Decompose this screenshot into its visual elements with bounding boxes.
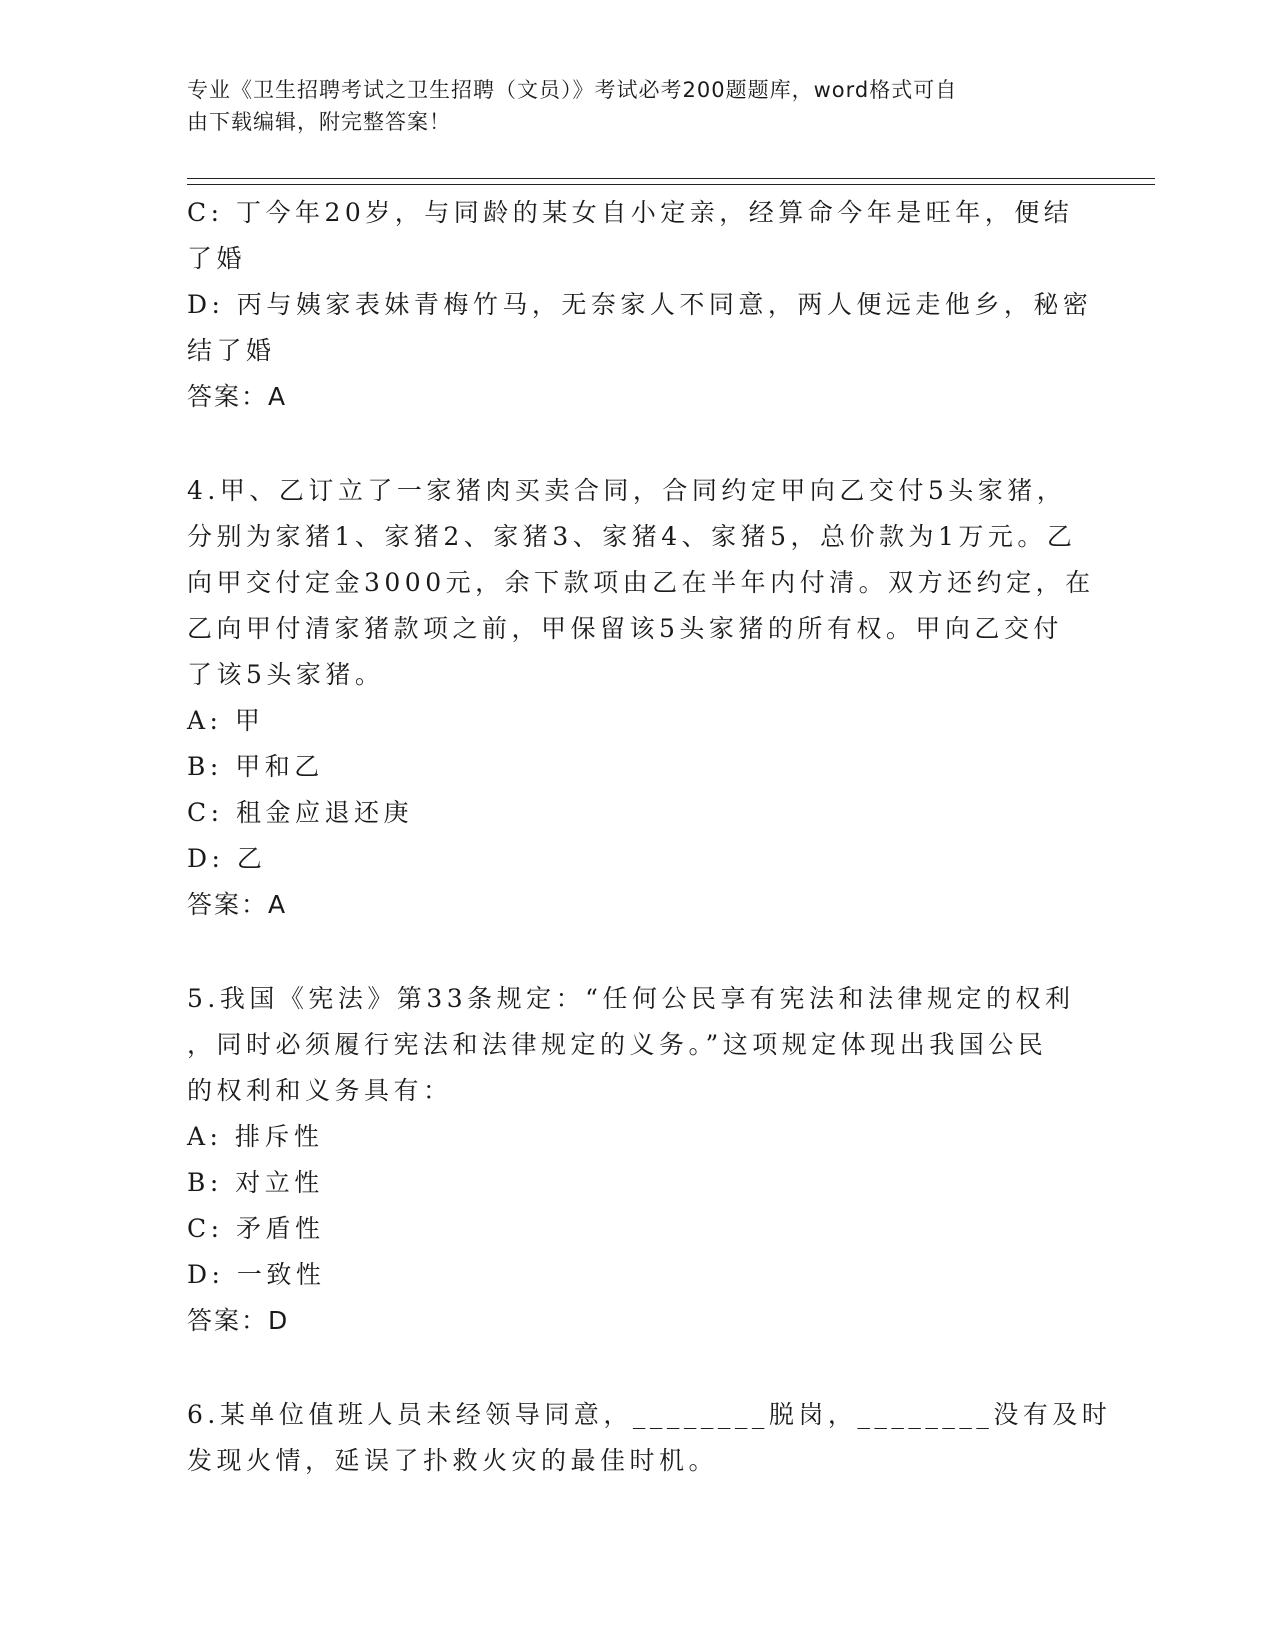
question-stem-line: 了该5头家猪。: [187, 660, 385, 689]
option-c: C: 矛盾性: [187, 1214, 325, 1243]
spacer: [187, 420, 1087, 468]
question-stem-line: 分别为家猪1、家猪2、家猪3、家猪4、家猪5，总价款为1万元。乙: [187, 522, 1077, 551]
option-d-line-1: D: 丙与姨家表妹青梅竹马，无奈家人不同意，两人便远走他乡，秘密: [187, 290, 1093, 319]
spacer: [187, 1344, 1087, 1392]
question-3-tail: [187, 190, 1093, 420]
option-a: A: 排斥性: [187, 1122, 324, 1151]
question-stem-line: 发现火情，延误了扑救火灾的最佳时机。: [187, 1446, 719, 1475]
answer-line: 答案：D: [187, 1306, 290, 1335]
option-c-line-1: C: 丁今年20岁，与同龄的某女自小定亲，经算命今年是旺年，便结: [187, 198, 1074, 227]
option-b: B: 对立性: [187, 1168, 324, 1197]
question-stem-line: 5.我国《宪法》第33条规定：“任何公民享有宪法和法律规定的权利: [187, 984, 1075, 1013]
question-stem-line: 6.某单位值班人员未经领导同意，________脱岗，________没有及时: [187, 1400, 1112, 1429]
header-line-2: 由下载编辑，附完整答案！: [187, 110, 451, 134]
option-c-line-2: 了婚: [187, 244, 247, 273]
header-line-1: 专业《卫生招聘考试之卫生招聘（文员）》考试必考200题题库，word格式可自: [187, 78, 958, 102]
option-d-line-2: 结了婚: [187, 336, 276, 365]
question-stem-line: ，同时必须履行宪法和法律规定的义务。”这项规定体现出我国公民: [187, 1030, 1048, 1059]
spacer: [187, 928, 1087, 976]
question-stem-line: 乙向甲付清家猪款项之前，甲保留该5头家猪的所有权。甲向乙交付: [187, 614, 1063, 643]
answer-line: 答案：A: [187, 382, 288, 411]
header-divider-top: [187, 178, 1155, 179]
header-divider-bottom: [187, 184, 1155, 185]
question-stem-line: 的权利和义务具有：: [187, 1076, 453, 1105]
question-6: [187, 1392, 1112, 1484]
question-stem-line: 向甲交付定金3000元，余下款项由乙在半年内付清。双方还约定，在: [187, 568, 1095, 597]
option-a: A: 甲: [187, 706, 265, 735]
question-body: [187, 190, 1112, 1484]
option-c: C: 租金应退还庚: [187, 798, 413, 827]
option-d: D: 乙: [187, 844, 267, 873]
question-5: [187, 976, 1087, 1344]
question-stem-line: 4.甲、乙订立了一家猪肉买卖合同，合同约定甲向乙交付5头家猪，: [187, 476, 1067, 505]
option-b: B: 甲和乙: [187, 752, 324, 781]
question-4: [187, 468, 1095, 928]
document-header: [187, 74, 1067, 138]
answer-line: 答案：A: [187, 890, 288, 919]
option-d: D: 一致性: [187, 1260, 326, 1289]
